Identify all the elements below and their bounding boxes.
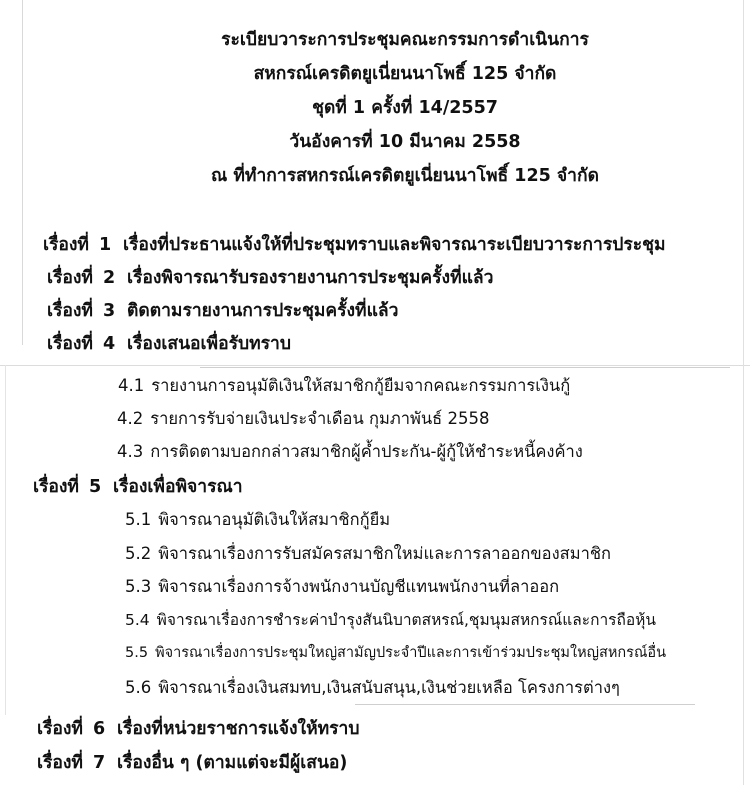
agenda-label: เรื่องที่ xyxy=(47,268,93,288)
sub-item-number: 4.3 xyxy=(117,442,144,461)
sub-item-number: 5.2 xyxy=(125,544,152,563)
agenda-title: เรื่องที่ประธานแจ้งให้ที่ประชุมทราบและพิจารณาระเบียบวาระการประชุม xyxy=(122,235,666,255)
agenda-item-3 xyxy=(47,296,398,324)
agenda-label: เรื่องที่ xyxy=(43,235,89,255)
agenda-number: 3 xyxy=(102,301,116,321)
agenda-title: เรื่องอื่น ๆ (ตามแต่จะมีผู้เสนอ) xyxy=(116,753,348,773)
agenda-item-5 xyxy=(33,472,243,500)
agenda-label: เรื่องที่ xyxy=(33,477,79,497)
header-series: ชุดที่ 1 ครั้งที่ 14/2557 xyxy=(312,98,498,118)
sub-item-5-6 xyxy=(125,675,620,701)
sub-item-4-2 xyxy=(117,406,489,432)
sub-item-text: พิจารณาเรื่องเงินสมทบ,เงินสนับสนุน,เงินช่วยเหลือ โครงการต่างๆ xyxy=(158,678,620,697)
section-rule-bottom xyxy=(355,704,695,705)
header-organization: สหกรณ์เครดิตยูเนี่ยนนาโพธิ์ 125 จำกัด xyxy=(253,64,557,84)
agenda-number: 1 xyxy=(98,235,112,255)
agenda-number: 6 xyxy=(92,719,106,739)
agenda-label: เรื่องที่ xyxy=(47,334,93,354)
sub-item-4-1 xyxy=(118,373,570,399)
sub-item-text: รายการรับจ่ายเงินประจำเดือน กุมภาพันธ์ 2558 xyxy=(150,409,490,428)
sub-item-text: พิจารณาเรื่องการประชุมใหญ่สามัญประจำปีและการเข้าร่วมประชุมใหญ่สหกรณ์อื่น xyxy=(155,645,667,661)
sub-item-4-3 xyxy=(117,439,583,465)
agenda-item-7 xyxy=(37,748,347,776)
agenda-title: ติดตามรายงานการประชุมครั้งที่แล้ว xyxy=(126,301,399,321)
sub-item-number: 5.3 xyxy=(125,577,152,596)
agenda-title: เรื่องเพื่อพิจารณา xyxy=(112,477,243,497)
agenda-label: เรื่องที่ xyxy=(47,301,93,321)
sub-item-number: 4.2 xyxy=(117,409,144,428)
sub-item-text: พิจารณาเรื่องการชำระค่าบำรุงสันนิบาตสหรณ์,ชุมนุมสหกรณ์และการถือหุ้น xyxy=(156,611,656,629)
section-rule xyxy=(200,367,730,368)
header-title: ระเบียบวาระการประชุมคณะกรรมการดำเนินการ xyxy=(221,30,589,50)
agenda-item-4 xyxy=(47,329,291,357)
agenda-title: เรื่องที่หน่วยราชการแจ้งให้ทราบ xyxy=(116,719,360,739)
sub-item-text: พิจารณาเรื่องการจ้างพนักงานบัญชีแทนพนักงานที่ลาออก xyxy=(158,577,560,596)
agenda-item-2 xyxy=(47,263,493,291)
page-split-rule xyxy=(0,365,750,366)
sub-item-number: 4.1 xyxy=(118,376,145,395)
sub-item-text: การติดตามบอกกล่าวสมาชิกผู้ค้ำประกัน-ผู้กู้ให้ชำระหนี้คงค้าง xyxy=(150,442,583,461)
sub-item-5-4 xyxy=(125,607,656,632)
sub-item-5-3 xyxy=(125,574,559,600)
agenda-title: เรื่องพิจารณารับรองรายงานการประชุมครั้งที่แล้ว xyxy=(126,268,494,288)
agenda-number: 7 xyxy=(92,753,106,773)
sub-item-text: พิจารณาอนุมัติเงินให้สมาชิกกู้ยืม xyxy=(158,510,391,529)
agenda-item-6 xyxy=(37,714,360,742)
header-date: วันอังคารที่ 10 มีนาคม 2558 xyxy=(289,132,521,152)
agenda-title: เรื่องเสนอเพื่อรับทราบ xyxy=(126,334,291,354)
agenda-item-1 xyxy=(43,230,666,258)
sub-item-number: 5.6 xyxy=(125,678,152,697)
sub-item-number: 5.1 xyxy=(125,510,152,529)
margin-rule-left-lower xyxy=(5,365,6,715)
agenda-label: เรื่องที่ xyxy=(37,719,83,739)
sub-item-text: รายงานการอนุมัติเงินให้สมาชิกกู้ยืมจากคณะกรรมการเงินกู้ xyxy=(151,376,571,395)
sub-item-5-5 xyxy=(125,641,666,664)
agenda-label: เรื่องที่ xyxy=(37,753,83,773)
agenda-number: 5 xyxy=(88,477,102,497)
sub-item-number: 5.4 xyxy=(125,611,150,629)
sub-item-text: พิจารณาเรื่องการรับสมัครสมาชิกใหม่และการลาออกของสมาชิก xyxy=(158,544,612,563)
sub-item-number: 5.5 xyxy=(125,645,149,661)
agenda-number: 4 xyxy=(102,334,116,354)
header-venue: ณ ที่ทำการสหกรณ์เครดิตยูเนี่ยนนาโพธิ์ 125 จำกัด xyxy=(211,166,599,186)
agenda-number: 2 xyxy=(102,268,116,288)
sub-item-5-2 xyxy=(125,541,611,567)
sub-item-5-1 xyxy=(125,507,390,533)
